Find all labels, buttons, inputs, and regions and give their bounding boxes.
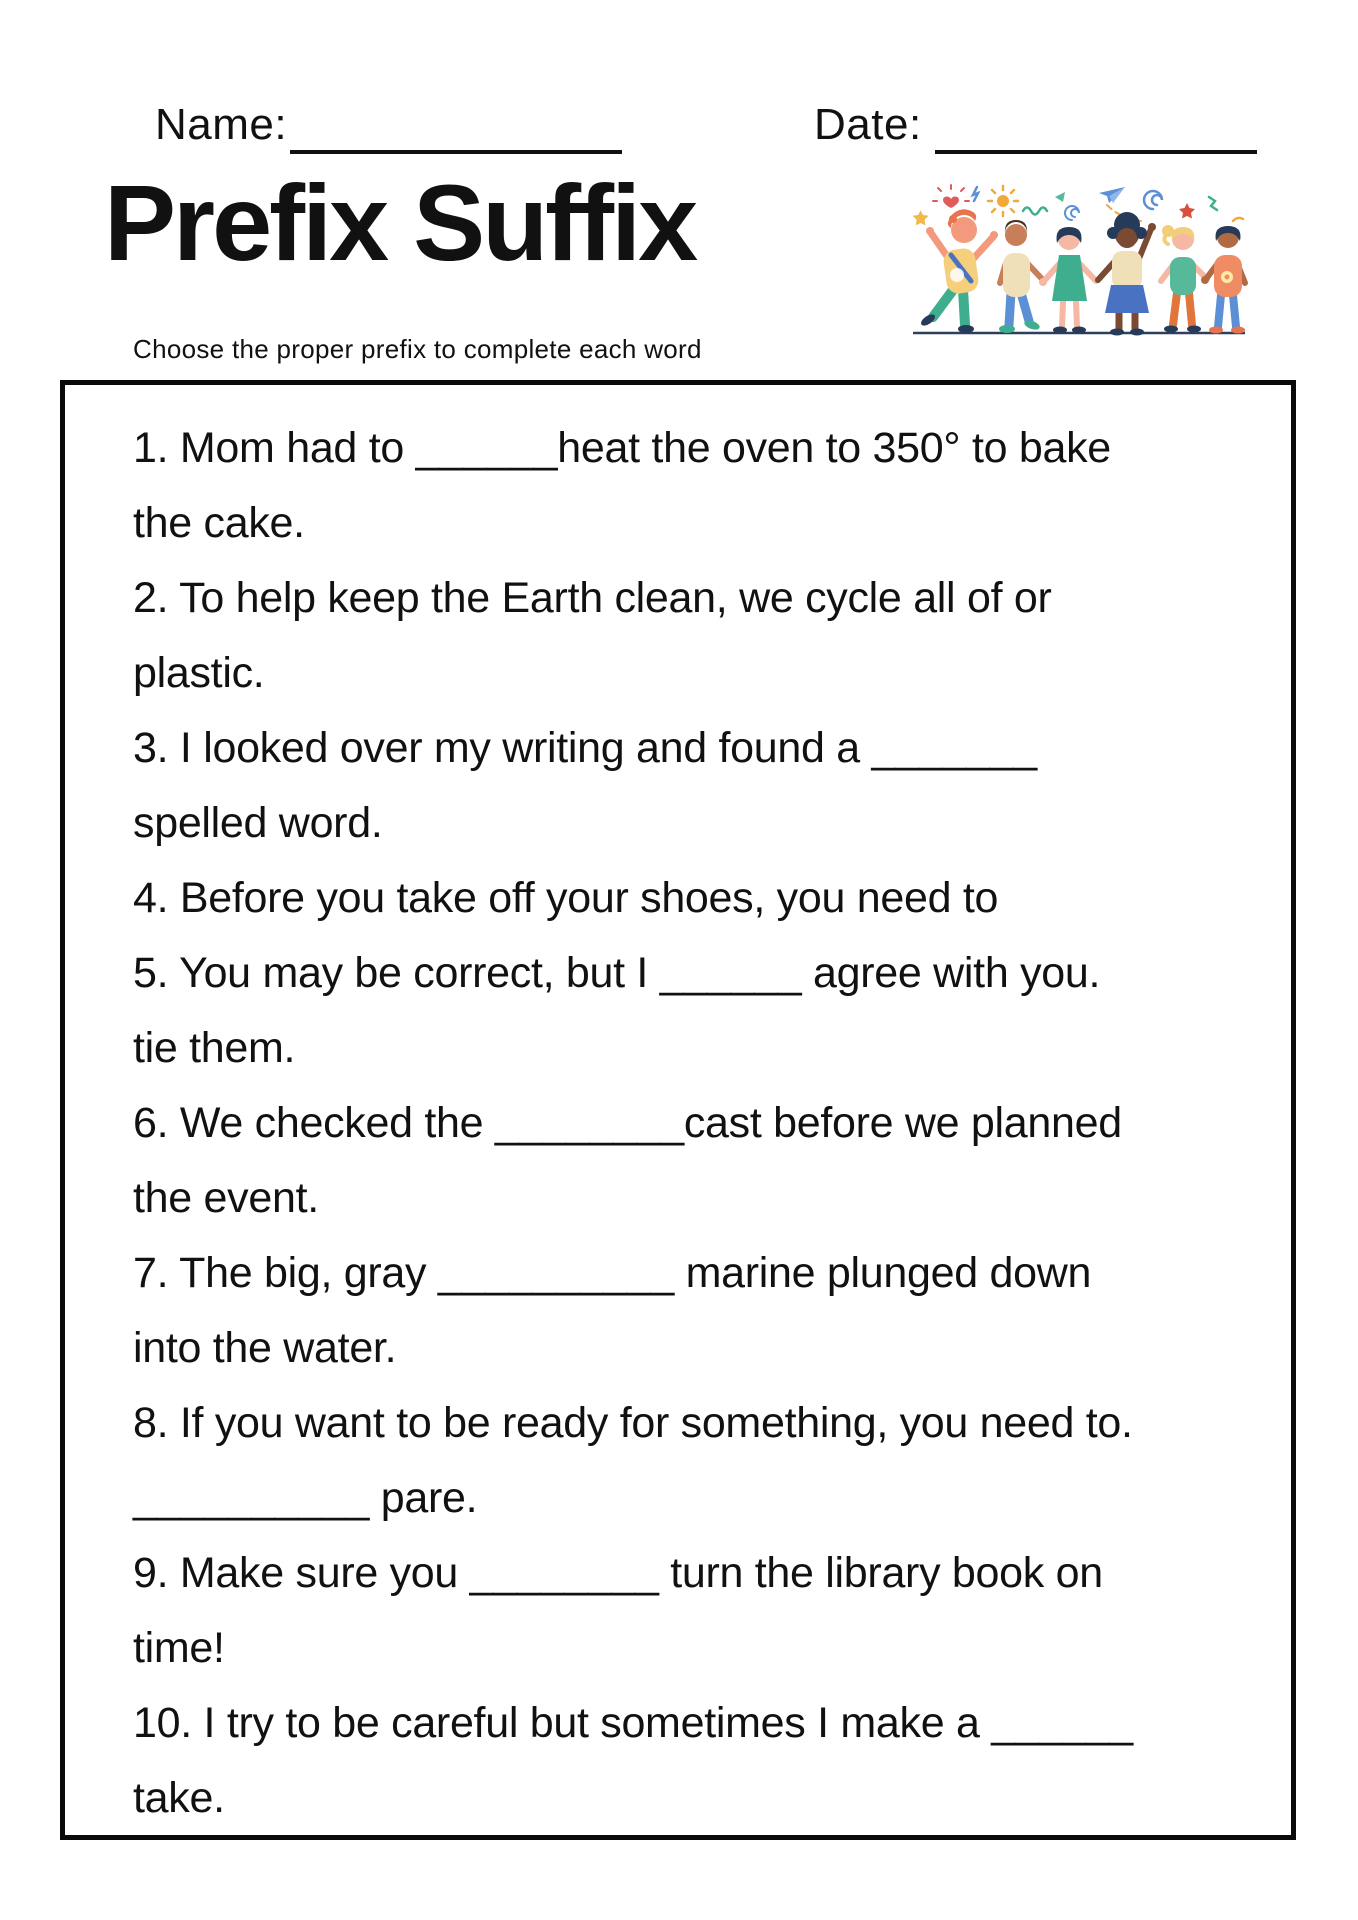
page-subtitle: Choose the proper prefix to complete each word [133, 334, 702, 364]
question-line-18: 10. I try to be careful but sometimes I make a ______ [133, 1699, 1133, 1747]
small-spiral-icon [1065, 206, 1079, 220]
name-blank-line [290, 150, 622, 154]
question-line-13: into the water. [133, 1324, 397, 1372]
question-line-2: the cake. [133, 499, 305, 547]
question-line-14: 8. If you want to be ready for something, you need to. [133, 1399, 1133, 1447]
question-line-15: __________ pare. [133, 1474, 478, 1522]
child-figure-3 [1039, 227, 1096, 334]
date-blank-line [935, 150, 1257, 154]
question-line-12: 7. The big, gray __________ marine plunged down [133, 1249, 1092, 1297]
spiral-icon [1144, 191, 1162, 209]
zigzag-icon [1209, 197, 1217, 210]
name-label: Name: [155, 100, 288, 149]
child-figure-5 [1161, 225, 1207, 333]
lightning-squiggle-icon [973, 187, 978, 201]
child-figure-4 [1098, 212, 1156, 336]
heart-burst-icon [933, 185, 969, 208]
date-label: Date: [814, 100, 922, 149]
child-figure-1 [919, 209, 998, 333]
question-line-9: tie them. [133, 1024, 296, 1072]
star-icon [913, 210, 929, 225]
question-line-17: time! [133, 1624, 225, 1672]
children-celebrating-illustration [903, 183, 1255, 341]
question-line-1: 1. Mom had to ______heat the oven to 350° to bake [133, 424, 1111, 472]
orange-squiggle-icon [1233, 218, 1243, 221]
question-line-16: 9. Make sure you ________ turn the library book on [133, 1549, 1103, 1597]
question-line-8: 5. You may be correct, but I ______ agree with you. [133, 949, 1101, 997]
question-line-3: 2. To help keep the Earth clean, we cycle all of or [133, 574, 1052, 622]
question-line-11: the event. [133, 1174, 319, 1222]
red-star-icon [1179, 203, 1195, 219]
question-line-19: take. [133, 1774, 225, 1822]
child-figure-6 [1201, 226, 1245, 334]
triangle-icon [1055, 192, 1065, 202]
wave-squiggle-icon [1023, 208, 1047, 215]
questions-box [60, 380, 1296, 1840]
child-figure-2 [999, 220, 1043, 333]
sun-icon [988, 186, 1018, 216]
question-line-4: plastic. [133, 649, 265, 697]
question-line-5: 3. I looked over my writing and found a _______ [133, 724, 1037, 772]
question-line-6: spelled word. [133, 799, 383, 847]
question-line-7: 4. Before you take off your shoes, you need to [133, 874, 999, 922]
question-line-10: 6. We checked the ________cast before we planned [133, 1099, 1122, 1147]
page-title: Prefix Suffix [104, 162, 696, 283]
